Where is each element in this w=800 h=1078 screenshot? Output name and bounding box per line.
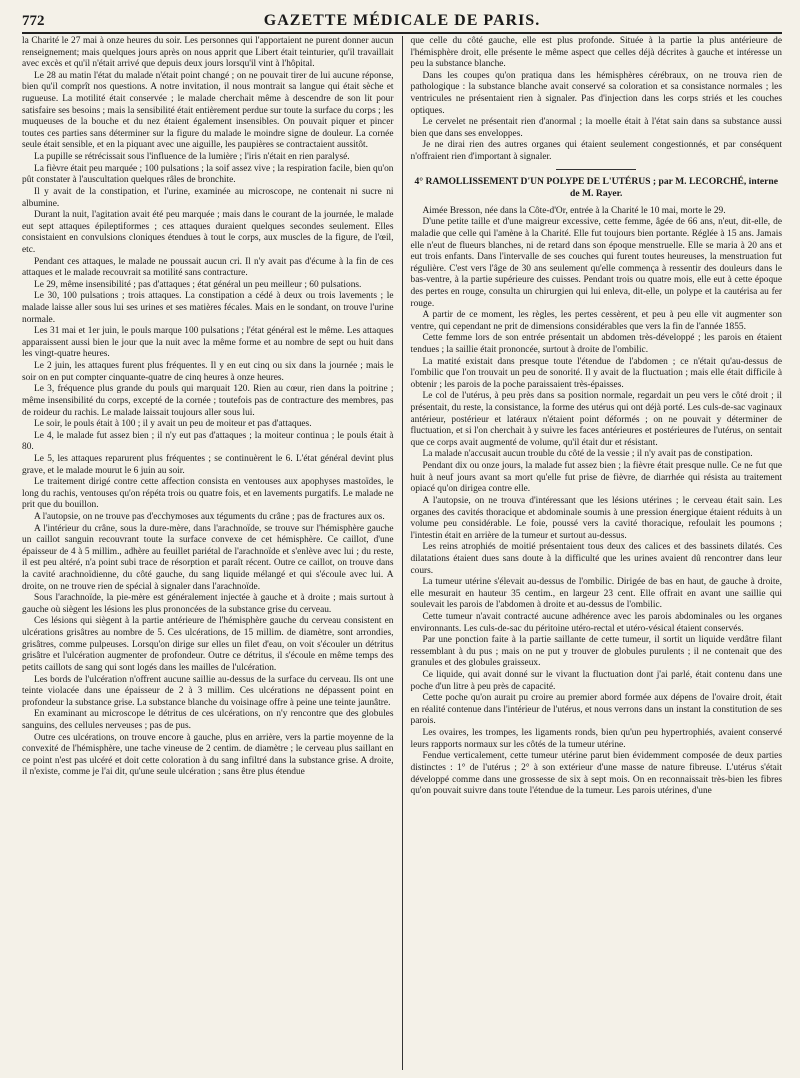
paragraph: Les ovaires, les trompes, les ligaments ronds, bien qu'un peu hypertrophiés, avaient conservé leurs rapports normaux sur les côtés de la tumeur utérine. bbox=[410, 728, 782, 750]
newspaper-page bbox=[22, 8, 782, 1070]
paragraph: A partir de ce moment, les règles, les pertes cessèrent, et peu à peu elle vit augmenter son ventre, qui cependant ne prit de dimensions considérables que vers la fin de l'année 1855. bbox=[410, 310, 782, 332]
paragraph: Il y avait de la constipation, et l'urine, examinée au microscope, ne contenait ni sucre ni albumine. bbox=[22, 186, 394, 209]
section-number: 4° bbox=[414, 175, 424, 187]
paragraph: Pendant dix ou onze jours, la malade fut assez bien ; la fièvre était presque nulle. Ce ne fut que huit à neuf jours avant sa mort qu'elle fut prise de fièvre, de diarrhée qui résista au traitement opiacé qu'on dirigea contre elle. bbox=[410, 461, 782, 495]
paragraph: Les 31 mai et 1er juin, le pouls marque 100 pulsations ; l'état général est le même. Les attaques apparaissent aussi bien le jour que la nuit avec la même forme et au nombre de sept ou huit dans les vingt-quatre heures. bbox=[22, 326, 394, 360]
section-byline-service: de M. Rayer. bbox=[570, 187, 623, 199]
paragraph: Durant la nuit, l'agitation avait été peu marquée ; mais dans le courant de la journée, le malade eut sept attaques épileptiformes ; ces attaques duraient quelques secondes seulement. Elles consistaient en convulsions cloniques étendues à tout le corps, aux muscles de la figure, de l'œil, etc. bbox=[22, 210, 394, 255]
paragraph: Le 2 juin, les attaques furent plus fréquentes. Il y en eut cinq ou six dans la journée ; mais le soir on en put compter cinquante-quatre de cinq heures à onze heures. bbox=[22, 361, 394, 383]
paragraph: Cette poche qu'on aurait pu croire au premier abord formée aux dépens de l'ovaire droit, était en réalité contenue dans l'intérieur de l'utérus, et nous verrons dans un instant la constitution de ses parois. bbox=[410, 693, 782, 727]
paragraph: En examinant au microscope le détritus de ces ulcérations, on n'y rencontre que des globules sanguins, des cellules nerveuses ; pas de pus. bbox=[22, 709, 394, 731]
page-header bbox=[22, 8, 782, 34]
paragraph: Aimée Bresson, née dans la Côte-d'Or, entrée à la Charité le 10 mai, morte le 29. bbox=[422, 205, 726, 216]
paragraph: Ces lésions qui siègent à la partie antérieure de l'hémisphère gauche du cerveau consistent en ulcérations grisâtres au nombre de 5. Ces ulcérations, de 15 millim. de diamètre, sont arrondies, grisâtres, comme pulpeuses. Lorsqu'on dirige sur elles un filet d'eau, on voit s'écouler un détritus grisâtre et l'ulcération augmenter de profondeur. Outre ce détritus, il s'écoule en même temps des petits caillots de sang qui sont logés dans les mailles de l'ulcération. bbox=[22, 616, 394, 673]
paragraph: A l'autopsie, on ne trouve pas d'ecchymoses aux téguments du crâne ; pas de fractures aux os. bbox=[34, 511, 385, 522]
section-byline-author: par M. LECORCHÉ, interne bbox=[658, 175, 778, 187]
right-column-intro bbox=[411, 36, 783, 164]
paragraph: La tumeur utérine s'élevait au-dessus de l'ombilic. Dirigée de bas en haut, de gauche à droite, elle mesurait en hauteur 35 centim., en largeur 23 cent. Elle offrait en avant une saillie qui soulevait les parois de l'abdomen à droite et au-dessus de l'ombilic. bbox=[410, 577, 782, 611]
paragraph: Dans les coupes qu'on pratiqua dans les hémisphères cérébraux, on ne trouva rien de pathologique : la substance blanche avait conservé sa coloration et sa consistance normales ; les ventricules ne présentaient rien à signaler. Pas d'injection dans les corps striés et les couches optiques. bbox=[410, 70, 782, 116]
paragraph: A l'autopsie, on ne trouva d'intéressant que les lésions utérines ; le cerveau était sain. Les organes des cavités thoracique et abdominale soumis à une pression énergique étaient réduits à un volume peu considérable. Le foie, poussé vers la cavité thoracique, refoulait les poumons ; l'intestin était en arrière de la tumeur et surtout au-dessus. bbox=[410, 495, 782, 541]
paragraph: Le soir, le pouls était à 100 ; il y avait un peu de moiteur et pas d'attaques. bbox=[34, 419, 312, 430]
paragraph: Les reins atrophiés de moitié présentaient tous deux des calices et des bassinets dilatés. Ces dilatations étaient dues sans doute à la difficulté que les urines avaient dû rencontrer dans leur cours. bbox=[410, 542, 782, 576]
paragraph: Le 28 au matin l'état du malade n'était point changé ; on ne pouvait tirer de lui aucune réponse, bien qu'il comprît nos questions. A notre invitation, il nous montrait sa langue qui était sèche et rugueuse. La motilité était conservée ; le malade cherchait même à descendre de son lit pour satisfaire ses besoins ; mais la sensibilité était entièrement perdue sur toute la surface du corps ; les muqueuses de la bouche et du nez étaient également insensibles. On pouvait piquer et pincer toutes ces parties sans déterminer sur la figure du malade le moindre signe de douleur. La cornée seule était sensible, et en la piquant avec une aiguille, les paupières se contractaient aussitôt. bbox=[22, 70, 394, 151]
paragraph: Ce liquide, qui avait donné sur le vivant la fluctuation dont j'ai parlé, était contenu dans une poche d'un litre à peu près de capacité. bbox=[410, 670, 782, 692]
paragraph: Le 4, le malade fut assez bien ; il n'y eut pas d'attaques ; la moiteur continua ; le pouls était à 80. bbox=[22, 430, 394, 453]
paragraph: Fendue verticalement, cette tumeur utérine parut bien évidemment composée de deux parties distinctes : 1° de l'utérus ; 2° à son extérieur d'une masse de nature fibreuse. L'utérus s'était développé comme dans une grossesse de six à sept mois. On en reconnaissait très-bien les fibres qu'on pouvait suivre dans toute l'étendue de la tumeur. Les parois utérines, d'une bbox=[410, 751, 782, 797]
paragraph: Cette tumeur n'avait contracté aucune adhérence avec les parois abdominales ou les organes environnants. Les culs-de-sac du péritoine utéro-rectal et utéro-vésical étaient conservés. bbox=[410, 612, 782, 634]
paragraph: Le traitement dirigé contre cette affection consista en ventouses aux apophyses mastoïdes, le long du rachis, ventouses qu'on répéta trois ou quatre fois, et en lavements purgatifs. Le malade ne prit que du bouillon. bbox=[22, 477, 394, 511]
paragraph: Par une ponction faite à la partie saillante de cette tumeur, il sortit un liquide verdâtre filant ressemblant à du pus ; mais on ne put y trouver de globules purulents ; il ne contenait que des granules et des globules graisseux. bbox=[410, 635, 782, 669]
paragraph: Les bords de l'ulcération n'offrent aucune saillie au-dessus de la surface du cerveau. Ils ont une teinte violacée dans une épaisseur de 2 à 3 millim. Ces ulcérations ne dépassent point en profondeur la substance grise. La substance blanche du voisinage offre à peine une teinte jaunâtre. bbox=[22, 674, 394, 708]
paragraph: la Charité le 27 mai à onze heures du soir. Les personnes qui l'apportaient ne purent donner aucun renseignement; mais quelques jours après on nous apprit que Libert était teinturier, qu'il travaillait avec excès et qu'il n'était arrivé que depuis deux jours lorsqu'il vint à l'hôpital. bbox=[22, 36, 394, 70]
paragraph: La malade n'accusait aucun trouble du côté de la vessie ; il n'y avait pas de constipation. bbox=[422, 449, 753, 460]
journal-title: GAZETTE MÉDICALE DE PARIS. bbox=[263, 12, 541, 29]
right-column bbox=[403, 36, 783, 1070]
paragraph: La pupille se rétrécissait sous l'influence de la lumière ; l'iris n'était en rien paralysé. bbox=[34, 152, 350, 163]
paragraph: Cette femme lors de son entrée présentait un abdomen très-développé ; les parois en étaient tendues ; la saillie était prononcée, surtout à droite de l'ombilic. bbox=[410, 333, 782, 355]
right-column-case-report bbox=[411, 206, 783, 798]
paragraph: D'une petite taille et d'une maigreur excessive, cette femme, âgée de 66 ans, n'eut, dit-elle, de maladie que celle qui l'amène à la Charité. Elle fut toujours bien portante. Réglée à 15 ans. Jamais elle n'eut de flueurs blanches, ni de retard dans son époque menstruelle. Elle se maria à 20 ans et eut trois enfants. Dans l'intervalle de ses couches qui furent toutes heureuses, la menstruation fut régulière. C'est vers l'âge de 30 ans seulement qu'elle commença à ressentir des douleurs dans le bas-ventre, à la partie supérieure des cuisses. Pendant trois ou quatre mois, elle eut à cette époque des pertes en rouge, consulta un chirurgien qui lui enleva, dit-elle, un polype et la cautérisa au fer rouge. bbox=[410, 217, 782, 309]
paragraph: A l'intérieur du crâne, sous la dure-mère, dans l'arachnoïde, se trouve sur l'hémisphère gauche un caillot sanguin recouvrant toute la surface convexe de cet hémisphère. Ce caillot, d'une épaisseur de 4 à 5 millim., adhère au feuillet pariétal de l'arachnoïde et s'enlève avec lui ; du reste, il est peu altéré, n'a point subi trace de résorption et paraît récent. Outre ce caillot, on trouve dans la cavité arachnoïdienne, du côté gauche, du sang liquide mélangé et qui s'écoule avec lui. A droite, on ne trouve rien de spécial à signaler dans l'arachnoïde. bbox=[22, 523, 394, 592]
paragraph: que celle du côté gauche, elle est plus profonde. Située à la partie la plus antérieure de l'hémisphère droit, elle présente le même aspect que celles déjà décrites à gauche et intéresse un peu la substance blanche. bbox=[410, 36, 782, 70]
paragraph: Je ne dirai rien des autres organes qui étaient seulement congestionnés, et par conséquent n'offraient rien d'important à signaler. bbox=[410, 140, 782, 163]
paragraph: La fièvre était peu marquée ; 100 pulsations ; la soif assez vive ; la respiration facile, bien qu'on pût constater à l'auscultation quelques râles de bronchite. bbox=[22, 163, 394, 186]
section-title: RAMOLLISSEMENT D'UN POLYPE DE L'UTÉRUS ; bbox=[425, 175, 657, 187]
paragraph: Le col de l'utérus, à peu près dans sa position normale, regardait un peu vers le côté droit ; il présentait, du reste, la consistance, la forme des utérus qui ont déjà porté. Les culs-de-sac vaginaux antérieur, postérieur et latéraux n'étaient point déformés ; on ne pouvait y déterminer de fluctuation, et si l'on cherchait à y suivre les faces antérieures et postérieures de l'utérus, on sentait que ce corps avait augmenté de volume, qu'il était dur et résistant. bbox=[410, 391, 782, 448]
section-heading bbox=[411, 176, 783, 200]
paragraph: La matité existait dans presque toute l'étendue de l'abdomen ; ce n'était qu'au-dessus de l'ombilic que l'on trouvait un peu de sonorité. Il y avait de la fluctuation ; mais elle était difficile à obtenir ; les parois de la poche paraissaient très-épaisses. bbox=[410, 356, 782, 390]
text-columns bbox=[22, 36, 782, 1070]
page-number: 772 bbox=[22, 13, 45, 29]
paragraph: Sous l'arachnoïde, la pie-mère est généralement injectée à gauche et à droite ; mais surtout à gauche où siègent les lésions les plus prononcées de la substance grise du cerveau. bbox=[22, 593, 394, 615]
paragraph: Le 29, même insensibilité ; pas d'attaques ; état général un peu meilleur ; 60 pulsations. bbox=[34, 279, 362, 290]
paragraph: Outre ces ulcérations, on trouve encore à gauche, plus en arrière, vers la partie moyenne de la convexité de l'hémisphère, une tache vineuse de 2 centim. de diamètre ; le cerveau plus saillant en ce point n'est pas ulcéré et doit cette coloration à du sang infiltré dans la substance grise. A droite, il n'existe, comme je l'ai dit, qu'une seule ulcération ; sans être plus étendue bbox=[22, 732, 394, 778]
paragraph: Le 3, fréquence plus grande du pouls qui marquait 120. Rien au cœur, rien dans la poitrine ; même insensibilité du corps, excepté de la cornée ; toutefois pas de contracture des membres, pas de roideur du rachis. Le malade laissait toujours aller sous lui. bbox=[22, 384, 394, 418]
section-separator bbox=[556, 169, 636, 170]
paragraph: Le 5, les attaques reparurent plus fréquentes ; se continuèrent le 6. L'état général devint plus grave, et le malade mourut le 6 juin au soir. bbox=[22, 453, 394, 476]
paragraph: Le cervelet ne présentait rien d'anormal ; la moelle était à l'état sain dans sa substance aussi bien que dans ses enveloppes. bbox=[410, 117, 782, 139]
paragraph: Pendant ces attaques, le malade ne poussait aucun cri. Il n'y avait pas d'écume à la fin de ces attaques et le malade recouvrait sa motilité sans contracture. bbox=[22, 256, 394, 279]
left-column bbox=[22, 36, 402, 1070]
paragraph: Le 30, 100 pulsations ; trois attaques. La constipation a cédé à deux ou trois lavements ; le malade laisse aller sous lui ses urines et ses matières fécales. Mais en le sondant, on trouve l'urine normale. bbox=[22, 291, 394, 325]
